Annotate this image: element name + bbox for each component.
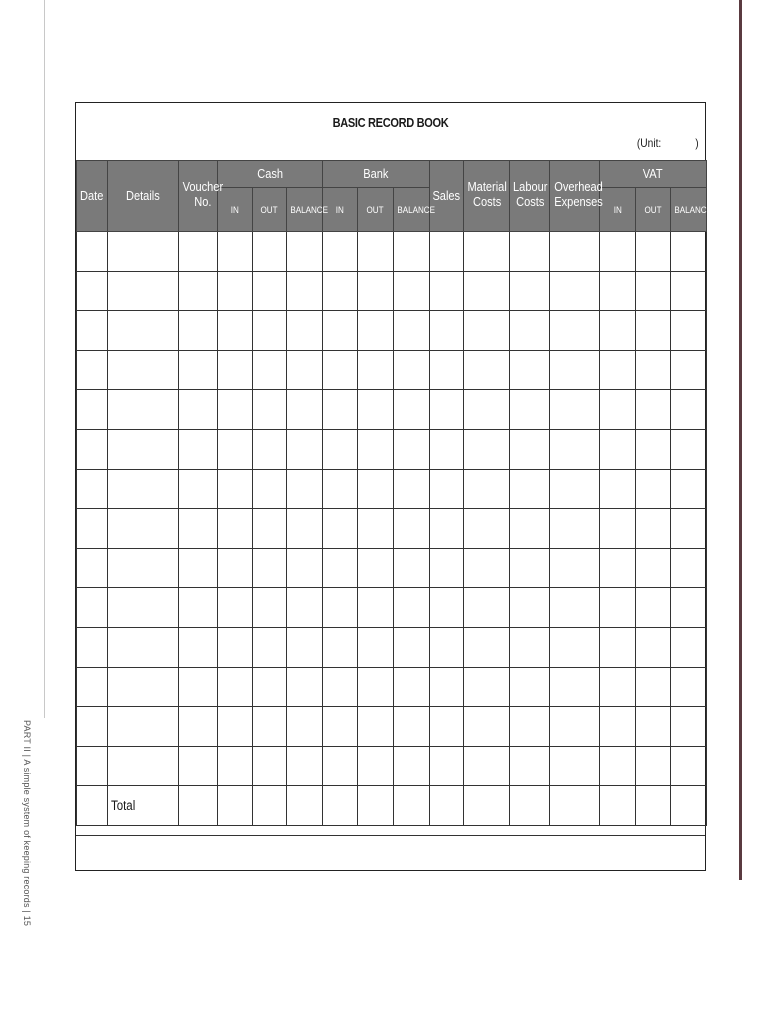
table-cell[interactable] bbox=[108, 350, 179, 390]
table-cell[interactable] bbox=[600, 271, 636, 311]
table-cell[interactable] bbox=[671, 469, 707, 509]
bank-in-header: IN bbox=[323, 188, 358, 232]
table-cell[interactable] bbox=[550, 667, 600, 707]
table-cell[interactable] bbox=[323, 707, 358, 747]
table-cell[interactable] bbox=[287, 707, 323, 747]
table-cell[interactable] bbox=[287, 271, 323, 311]
table-cell[interactable] bbox=[323, 548, 358, 588]
total-cell[interactable] bbox=[510, 786, 550, 826]
table-cell[interactable] bbox=[108, 469, 179, 509]
table-cell[interactable] bbox=[253, 271, 287, 311]
table-cell[interactable] bbox=[600, 627, 636, 667]
table-cell[interactable] bbox=[600, 429, 636, 469]
table-cell[interactable] bbox=[636, 707, 671, 747]
table-cell[interactable] bbox=[179, 588, 218, 628]
table-cell[interactable] bbox=[671, 707, 707, 747]
table-row bbox=[77, 390, 707, 430]
table-cell[interactable] bbox=[108, 232, 179, 272]
table-cell[interactable] bbox=[179, 232, 218, 272]
table-cell[interactable] bbox=[464, 548, 510, 588]
table-row bbox=[77, 509, 707, 549]
table-cell[interactable] bbox=[358, 390, 394, 430]
unit-label: (Unit: bbox=[637, 136, 662, 150]
table-cell[interactable] bbox=[671, 311, 707, 351]
table-cell[interactable] bbox=[218, 627, 253, 667]
table-cell[interactable] bbox=[287, 509, 323, 549]
table-cell[interactable] bbox=[394, 390, 430, 430]
table-cell[interactable] bbox=[600, 707, 636, 747]
table-cell[interactable] bbox=[510, 350, 550, 390]
table-cell[interactable] bbox=[358, 548, 394, 588]
table-cell[interactable] bbox=[394, 232, 430, 272]
record-book-header bbox=[76, 103, 705, 160]
table-cell[interactable] bbox=[108, 271, 179, 311]
table-cell[interactable] bbox=[179, 271, 218, 311]
table-cell[interactable] bbox=[636, 232, 671, 272]
table-cell[interactable] bbox=[464, 350, 510, 390]
table-cell[interactable] bbox=[394, 429, 430, 469]
table-cell[interactable] bbox=[394, 627, 430, 667]
table-cell[interactable] bbox=[218, 429, 253, 469]
table-cell[interactable] bbox=[430, 390, 464, 430]
table-cell[interactable] bbox=[323, 271, 358, 311]
table-cell[interactable] bbox=[77, 429, 108, 469]
col-header-details: Details bbox=[108, 161, 179, 232]
table-cell[interactable] bbox=[108, 667, 179, 707]
table-row bbox=[77, 232, 707, 272]
table-cell[interactable] bbox=[358, 588, 394, 628]
total-cell[interactable] bbox=[323, 786, 358, 826]
ledger-body bbox=[77, 232, 707, 826]
table-cell[interactable] bbox=[253, 509, 287, 549]
table-cell[interactable] bbox=[550, 429, 600, 469]
table-cell[interactable] bbox=[464, 588, 510, 628]
table-cell[interactable] bbox=[358, 271, 394, 311]
table-cell[interactable] bbox=[218, 469, 253, 509]
right-margin-rule bbox=[739, 0, 742, 880]
table-cell[interactable] bbox=[430, 627, 464, 667]
table-cell[interactable] bbox=[510, 469, 550, 509]
table-cell[interactable] bbox=[671, 271, 707, 311]
cash-in-header: IN bbox=[218, 188, 253, 232]
table-cell[interactable] bbox=[323, 509, 358, 549]
table-cell[interactable] bbox=[550, 548, 600, 588]
table-cell[interactable] bbox=[108, 390, 179, 430]
table-cell[interactable] bbox=[77, 232, 108, 272]
table-cell[interactable] bbox=[600, 746, 636, 786]
table-cell[interactable] bbox=[510, 707, 550, 747]
table-row bbox=[77, 667, 707, 707]
total-cell[interactable] bbox=[77, 786, 108, 826]
table-cell[interactable] bbox=[179, 548, 218, 588]
table-cell[interactable] bbox=[430, 667, 464, 707]
table-cell[interactable] bbox=[510, 667, 550, 707]
table-cell[interactable] bbox=[671, 588, 707, 628]
table-cell[interactable] bbox=[323, 232, 358, 272]
table-cell[interactable] bbox=[600, 350, 636, 390]
table-cell[interactable] bbox=[510, 390, 550, 430]
table-cell[interactable] bbox=[77, 509, 108, 549]
table-cell[interactable] bbox=[550, 311, 600, 351]
table-cell[interactable] bbox=[600, 667, 636, 707]
left-margin-rule bbox=[44, 0, 45, 718]
table-cell[interactable] bbox=[287, 350, 323, 390]
table-cell[interactable] bbox=[636, 588, 671, 628]
bank-balance-header: BALANCE bbox=[394, 188, 430, 232]
table-cell[interactable] bbox=[600, 588, 636, 628]
table-cell[interactable] bbox=[253, 469, 287, 509]
table-cell[interactable] bbox=[253, 627, 287, 667]
table-cell[interactable] bbox=[218, 746, 253, 786]
unit-close: ) bbox=[695, 136, 699, 150]
table-cell[interactable] bbox=[394, 350, 430, 390]
table-cell[interactable] bbox=[394, 746, 430, 786]
vat-balance-header: BALANCE bbox=[671, 188, 707, 232]
table-row bbox=[77, 588, 707, 628]
table-cell[interactable] bbox=[287, 232, 323, 272]
table-cell[interactable] bbox=[394, 588, 430, 628]
table-cell[interactable] bbox=[636, 469, 671, 509]
table-cell[interactable] bbox=[510, 627, 550, 667]
total-cell[interactable] bbox=[600, 786, 636, 826]
total-cell[interactable] bbox=[464, 786, 510, 826]
table-cell[interactable] bbox=[394, 271, 430, 311]
record-book-title: BASIC RECORD BOOK bbox=[332, 115, 449, 130]
table-cell[interactable] bbox=[77, 746, 108, 786]
table-cell[interactable] bbox=[671, 350, 707, 390]
table-cell[interactable] bbox=[77, 627, 108, 667]
table-cell[interactable] bbox=[464, 311, 510, 351]
table-cell[interactable] bbox=[464, 429, 510, 469]
table-cell[interactable] bbox=[510, 232, 550, 272]
table-cell[interactable] bbox=[323, 746, 358, 786]
col-header-cash: Cash bbox=[218, 161, 323, 188]
unit-field bbox=[637, 136, 699, 150]
table-cell[interactable] bbox=[550, 350, 600, 390]
table-cell[interactable] bbox=[108, 548, 179, 588]
table-cell[interactable] bbox=[323, 429, 358, 469]
table-cell[interactable] bbox=[430, 232, 464, 272]
table-cell[interactable] bbox=[108, 588, 179, 628]
table-cell[interactable] bbox=[77, 548, 108, 588]
table-cell[interactable] bbox=[179, 350, 218, 390]
table-cell[interactable] bbox=[671, 390, 707, 430]
total-cell[interactable] bbox=[394, 786, 430, 826]
table-cell[interactable] bbox=[671, 429, 707, 469]
total-cell[interactable] bbox=[430, 786, 464, 826]
table-cell[interactable] bbox=[323, 311, 358, 351]
table-cell[interactable] bbox=[358, 311, 394, 351]
table-cell[interactable] bbox=[358, 429, 394, 469]
table-cell[interactable] bbox=[394, 667, 430, 707]
col-header-sales: Sales bbox=[430, 161, 464, 232]
table-cell[interactable] bbox=[323, 469, 358, 509]
table-cell[interactable] bbox=[253, 429, 287, 469]
table-cell[interactable] bbox=[550, 390, 600, 430]
table-cell[interactable] bbox=[636, 667, 671, 707]
table-row bbox=[77, 707, 707, 747]
table-cell[interactable] bbox=[671, 627, 707, 667]
table-cell[interactable] bbox=[179, 746, 218, 786]
table-cell[interactable] bbox=[287, 627, 323, 667]
table-cell[interactable] bbox=[287, 588, 323, 628]
table-cell[interactable] bbox=[179, 627, 218, 667]
table-cell[interactable] bbox=[108, 746, 179, 786]
table-row bbox=[77, 429, 707, 469]
total-cell[interactable] bbox=[550, 786, 600, 826]
table-cell[interactable] bbox=[550, 746, 600, 786]
ledger-table bbox=[76, 160, 713, 826]
table-footer-band bbox=[76, 835, 705, 870]
cash-balance-header: BALANCE bbox=[287, 188, 323, 232]
table-cell[interactable] bbox=[600, 232, 636, 272]
table-cell[interactable] bbox=[108, 707, 179, 747]
table-cell[interactable] bbox=[430, 469, 464, 509]
table-cell[interactable] bbox=[358, 667, 394, 707]
table-cell[interactable] bbox=[323, 627, 358, 667]
table-cell[interactable] bbox=[218, 509, 253, 549]
table-cell[interactable] bbox=[430, 746, 464, 786]
table-cell[interactable] bbox=[671, 746, 707, 786]
table-cell[interactable] bbox=[600, 311, 636, 351]
table-cell[interactable] bbox=[287, 390, 323, 430]
table-cell[interactable] bbox=[636, 509, 671, 549]
table-cell[interactable] bbox=[636, 390, 671, 430]
table-cell[interactable] bbox=[636, 271, 671, 311]
table-cell[interactable] bbox=[600, 548, 636, 588]
col-header-material-costs: Material Costs bbox=[464, 161, 510, 232]
table-cell[interactable] bbox=[287, 469, 323, 509]
total-cell[interactable] bbox=[358, 786, 394, 826]
table-cell[interactable] bbox=[510, 271, 550, 311]
table-cell[interactable] bbox=[510, 509, 550, 549]
table-cell[interactable] bbox=[218, 548, 253, 588]
table-cell[interactable] bbox=[77, 271, 108, 311]
table-cell[interactable] bbox=[179, 667, 218, 707]
table-cell[interactable] bbox=[179, 429, 218, 469]
table-cell[interactable] bbox=[430, 548, 464, 588]
table-cell[interactable] bbox=[510, 548, 550, 588]
table-cell[interactable] bbox=[287, 429, 323, 469]
table-cell[interactable] bbox=[464, 390, 510, 430]
table-cell[interactable] bbox=[77, 469, 108, 509]
table-cell[interactable] bbox=[77, 390, 108, 430]
table-cell[interactable] bbox=[671, 509, 707, 549]
total-cell[interactable] bbox=[179, 786, 218, 826]
table-cell[interactable] bbox=[550, 271, 600, 311]
table-cell[interactable] bbox=[510, 311, 550, 351]
table-cell[interactable] bbox=[77, 707, 108, 747]
table-cell[interactable] bbox=[253, 311, 287, 351]
table-cell[interactable] bbox=[253, 232, 287, 272]
table-cell[interactable] bbox=[218, 311, 253, 351]
col-header-date: Date bbox=[77, 161, 108, 232]
table-cell[interactable] bbox=[253, 707, 287, 747]
table-cell[interactable] bbox=[323, 350, 358, 390]
table-cell[interactable] bbox=[510, 429, 550, 469]
table-cell[interactable] bbox=[430, 707, 464, 747]
table-cell[interactable] bbox=[253, 746, 287, 786]
table-cell[interactable] bbox=[430, 429, 464, 469]
record-book-form bbox=[75, 102, 713, 871]
total-cell[interactable] bbox=[636, 786, 671, 826]
table-cell[interactable] bbox=[394, 509, 430, 549]
col-header-voucher: Voucher No. bbox=[179, 161, 218, 232]
table-cell[interactable] bbox=[77, 350, 108, 390]
table-cell[interactable] bbox=[218, 390, 253, 430]
table-cell[interactable] bbox=[464, 232, 510, 272]
table-cell[interactable] bbox=[510, 588, 550, 628]
total-row bbox=[77, 786, 707, 826]
table-cell[interactable] bbox=[464, 627, 510, 667]
table-cell[interactable] bbox=[108, 429, 179, 469]
table-cell[interactable] bbox=[464, 667, 510, 707]
table-cell[interactable] bbox=[323, 588, 358, 628]
table-cell[interactable] bbox=[464, 271, 510, 311]
table-cell[interactable] bbox=[323, 390, 358, 430]
table-cell[interactable] bbox=[600, 469, 636, 509]
table-cell[interactable] bbox=[430, 509, 464, 549]
table-cell[interactable] bbox=[323, 667, 358, 707]
table-cell[interactable] bbox=[636, 350, 671, 390]
table-cell[interactable] bbox=[77, 667, 108, 707]
table-row bbox=[77, 311, 707, 351]
table-cell[interactable] bbox=[394, 469, 430, 509]
table-cell[interactable] bbox=[358, 350, 394, 390]
col-header-vat: VAT bbox=[600, 161, 707, 188]
col-header-bank: Bank bbox=[323, 161, 430, 188]
table-cell[interactable] bbox=[358, 627, 394, 667]
table-cell[interactable] bbox=[358, 509, 394, 549]
table-cell[interactable] bbox=[550, 469, 600, 509]
table-row bbox=[77, 746, 707, 786]
table-cell[interactable] bbox=[108, 627, 179, 667]
vat-out-header: OUT bbox=[636, 188, 671, 232]
table-cell[interactable] bbox=[550, 588, 600, 628]
table-cell[interactable] bbox=[218, 707, 253, 747]
cash-out-header: OUT bbox=[253, 188, 287, 232]
table-cell[interactable] bbox=[636, 429, 671, 469]
table-cell[interactable] bbox=[550, 707, 600, 747]
table-row bbox=[77, 469, 707, 509]
table-cell[interactable] bbox=[600, 509, 636, 549]
table-cell[interactable] bbox=[671, 232, 707, 272]
table-cell[interactable] bbox=[179, 707, 218, 747]
table-cell[interactable] bbox=[253, 588, 287, 628]
table-cell[interactable] bbox=[358, 746, 394, 786]
table-cell[interactable] bbox=[218, 588, 253, 628]
table-cell[interactable] bbox=[287, 311, 323, 351]
total-cell[interactable] bbox=[671, 786, 707, 826]
total-label: Total bbox=[108, 786, 179, 826]
vat-in-header: IN bbox=[600, 188, 636, 232]
table-cell[interactable] bbox=[218, 350, 253, 390]
table-row bbox=[77, 350, 707, 390]
table-cell[interactable] bbox=[510, 746, 550, 786]
table-cell[interactable] bbox=[464, 707, 510, 747]
total-cell[interactable] bbox=[218, 786, 253, 826]
table-cell[interactable] bbox=[671, 548, 707, 588]
table-cell[interactable] bbox=[179, 311, 218, 351]
bank-out-header: OUT bbox=[358, 188, 394, 232]
table-cell[interactable] bbox=[358, 232, 394, 272]
table-cell[interactable] bbox=[287, 548, 323, 588]
table-cell[interactable] bbox=[464, 509, 510, 549]
table-row bbox=[77, 271, 707, 311]
col-header-overhead-expenses: Overhead Expenses bbox=[550, 161, 600, 232]
table-cell[interactable] bbox=[430, 350, 464, 390]
table-cell[interactable] bbox=[179, 390, 218, 430]
table-cell[interactable] bbox=[179, 469, 218, 509]
table-cell[interactable] bbox=[550, 509, 600, 549]
col-header-labour-costs: Labour Costs bbox=[510, 161, 550, 232]
table-cell[interactable] bbox=[108, 311, 179, 351]
table-cell[interactable] bbox=[550, 232, 600, 272]
table-cell[interactable] bbox=[218, 271, 253, 311]
table-cell[interactable] bbox=[218, 667, 253, 707]
table-cell[interactable] bbox=[464, 746, 510, 786]
table-cell[interactable] bbox=[430, 271, 464, 311]
table-cell[interactable] bbox=[394, 311, 430, 351]
table-cell[interactable] bbox=[394, 548, 430, 588]
table-row bbox=[77, 627, 707, 667]
table-cell[interactable] bbox=[77, 588, 108, 628]
table-cell[interactable] bbox=[358, 707, 394, 747]
table-cell[interactable] bbox=[636, 311, 671, 351]
table-cell[interactable] bbox=[550, 627, 600, 667]
table-cell[interactable] bbox=[179, 509, 218, 549]
total-cell[interactable] bbox=[253, 786, 287, 826]
table-cell[interactable] bbox=[430, 311, 464, 351]
total-cell[interactable] bbox=[287, 786, 323, 826]
table-cell[interactable] bbox=[394, 707, 430, 747]
table-cell[interactable] bbox=[287, 667, 323, 707]
table-row bbox=[77, 548, 707, 588]
table-cell[interactable] bbox=[636, 746, 671, 786]
table-cell[interactable] bbox=[358, 469, 394, 509]
table-cell[interactable] bbox=[636, 627, 671, 667]
table-cell[interactable] bbox=[77, 311, 108, 351]
table-cell[interactable] bbox=[636, 548, 671, 588]
table-cell[interactable] bbox=[287, 746, 323, 786]
table-cell[interactable] bbox=[253, 390, 287, 430]
table-cell[interactable] bbox=[253, 350, 287, 390]
table-cell[interactable] bbox=[253, 548, 287, 588]
table-cell[interactable] bbox=[218, 232, 253, 272]
table-cell[interactable] bbox=[464, 469, 510, 509]
page-side-caption: PART II | A simple system of keeping records | 15 bbox=[22, 720, 32, 927]
table-cell[interactable] bbox=[108, 509, 179, 549]
table-cell[interactable] bbox=[671, 667, 707, 707]
table-cell[interactable] bbox=[600, 390, 636, 430]
table-cell[interactable] bbox=[430, 588, 464, 628]
table-cell[interactable] bbox=[253, 667, 287, 707]
